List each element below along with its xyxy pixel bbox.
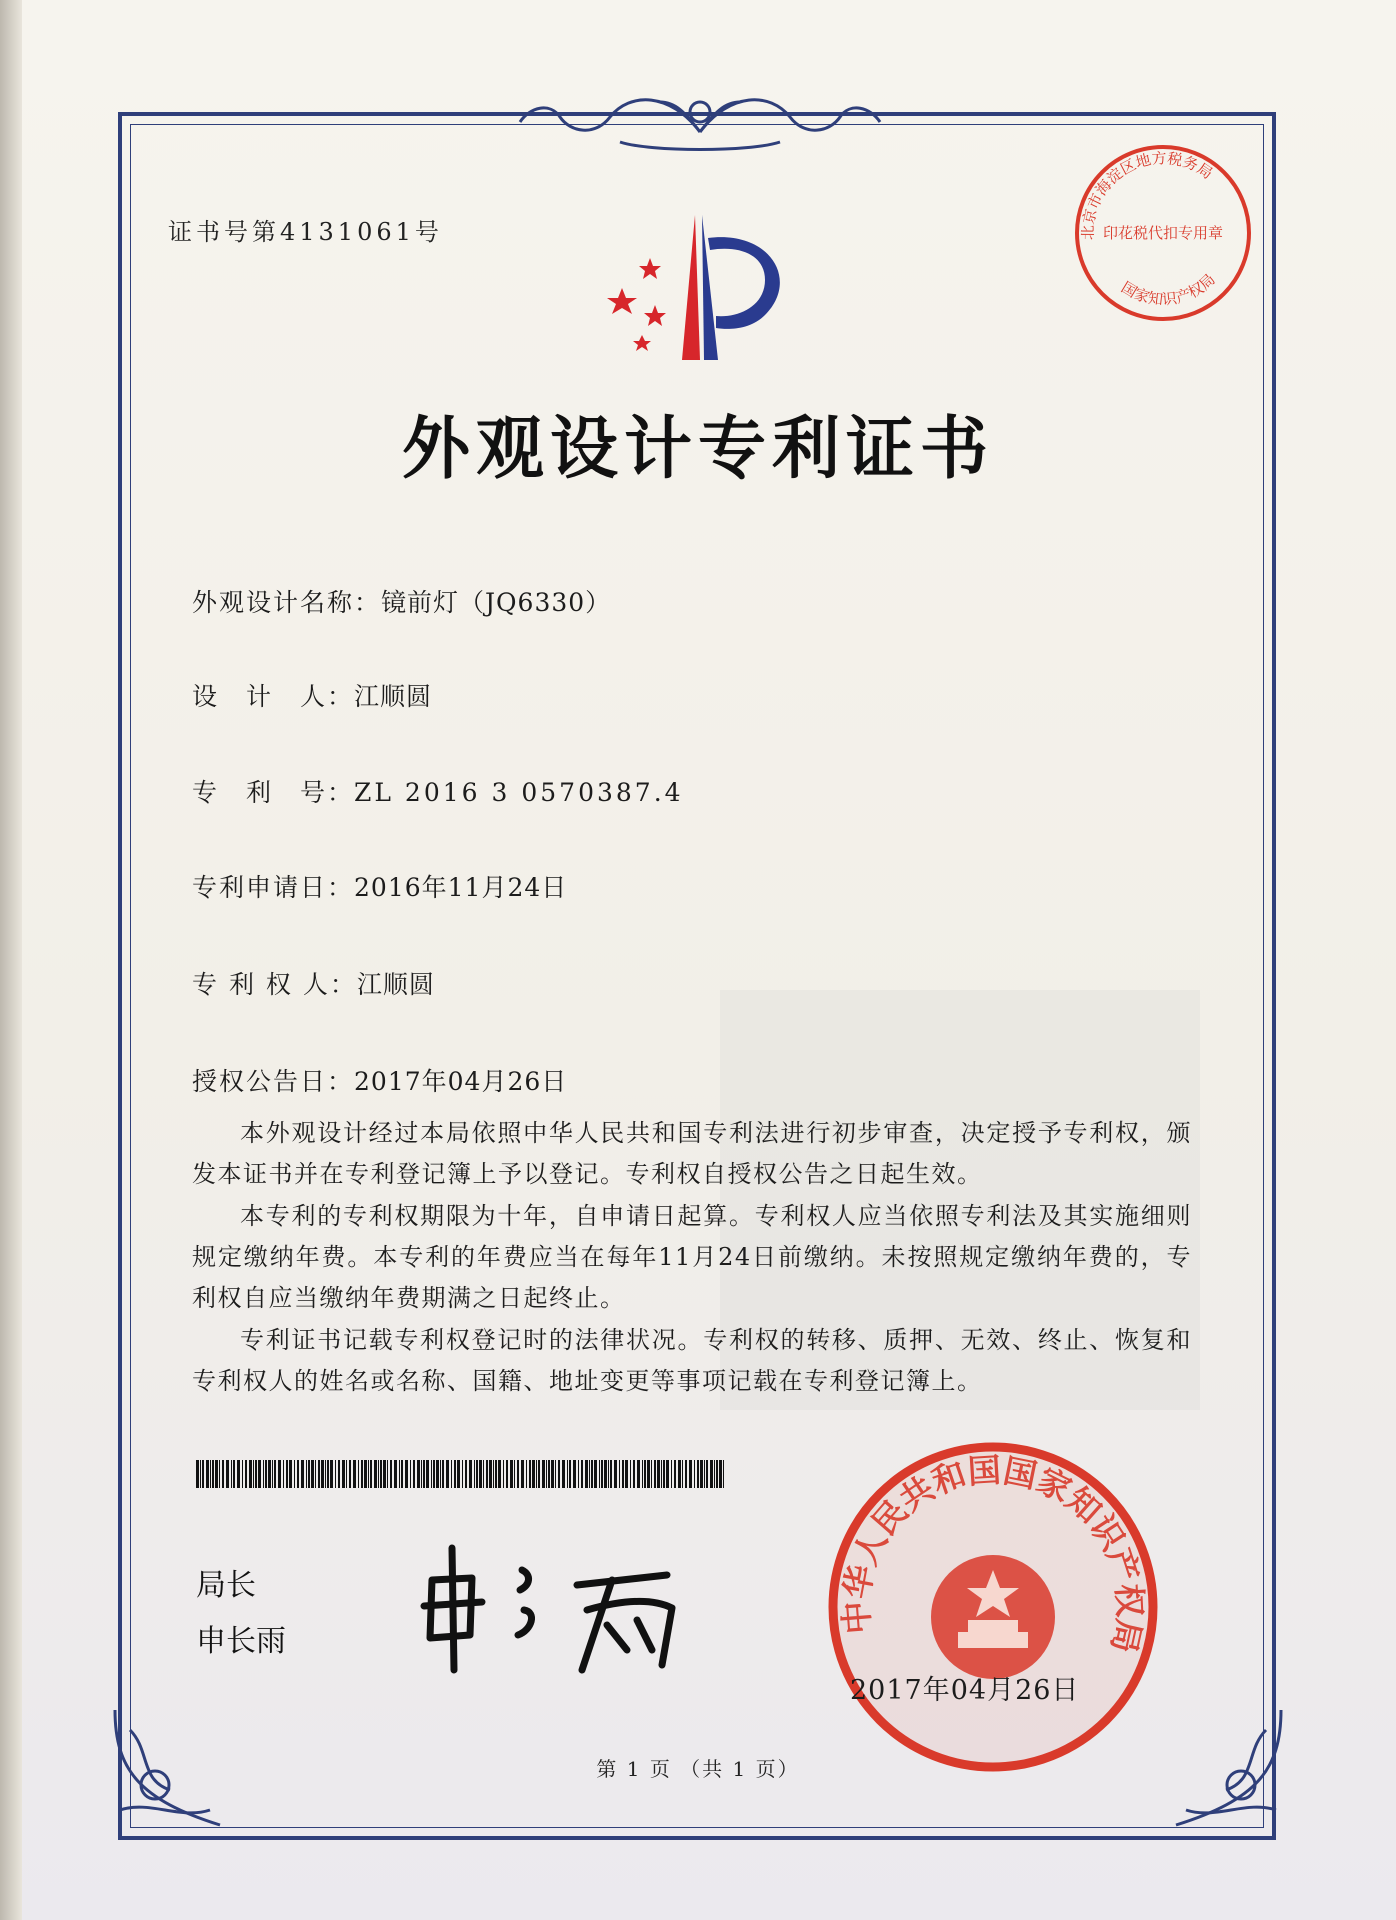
barcode-bar	[380, 1460, 382, 1488]
barcode-bar	[210, 1460, 211, 1488]
issue-date: 2017年04月26日	[850, 1675, 1080, 1706]
barcode-bar	[625, 1460, 628, 1488]
barcode-bar	[622, 1460, 624, 1488]
barcode-bar	[446, 1460, 449, 1488]
barcode-bar	[661, 1460, 662, 1488]
barcode-bar	[694, 1460, 695, 1488]
barcode-bar	[301, 1460, 304, 1488]
barcode-bar	[469, 1460, 472, 1488]
barcode-bar	[578, 1460, 579, 1488]
barcode-bar	[498, 1460, 501, 1488]
barcode-bar	[651, 1460, 652, 1488]
barcode-bar	[538, 1460, 540, 1488]
barcode-bar	[654, 1460, 656, 1488]
barcode-bar	[569, 1460, 571, 1488]
barcode-bar	[506, 1460, 508, 1488]
barcode-bar	[503, 1460, 504, 1488]
barcode-bar	[278, 1460, 281, 1488]
barcode-bar	[604, 1460, 607, 1488]
tax-bureau-stamp	[1070, 140, 1256, 326]
barcode-bar	[330, 1460, 333, 1488]
barcode-bar	[370, 1460, 372, 1488]
barcode-bar	[442, 1460, 444, 1488]
barcode-bar	[476, 1460, 478, 1488]
barcode-bar	[723, 1460, 724, 1488]
barcode-bar	[457, 1460, 460, 1488]
barcode-bar	[719, 1460, 722, 1488]
barcode-bar	[610, 1460, 612, 1488]
barcode-bar	[286, 1460, 288, 1488]
barcode-bar	[710, 1460, 713, 1488]
barcode-bar	[483, 1460, 484, 1488]
field-label: 设 计 人：	[192, 682, 355, 711]
body-paragraph: 本专利的专利权期限为十年，自申请日起算。专利权人应当依照专利法及其实施细则规定缴纳年费。本专利的年费应当在每年11月24日前缴纳。未按照规定缴纳年费的，专利权自应当缴纳年费期满之日起终止。	[192, 1202, 1192, 1312]
barcode-bar	[706, 1460, 708, 1488]
svg-text:印花税代扣专用章: 印花税代扣专用章	[1102, 224, 1224, 242]
field-patentee	[192, 965, 435, 1001]
barcode-bar	[399, 1460, 400, 1488]
barcode-bar	[585, 1460, 588, 1488]
barcode-bar	[542, 1460, 545, 1488]
certificate-title: 外观设计专利证书	[401, 409, 994, 489]
barcode-bar	[581, 1460, 583, 1488]
barcode-bar	[589, 1460, 590, 1488]
svg-text:中华人民共和国国家知识产权局: 中华人民共和国国家知识产权局	[836, 1450, 1150, 1657]
barcode-bar	[378, 1460, 379, 1488]
barcode-bar	[663, 1460, 665, 1488]
barcode-bar	[202, 1460, 204, 1488]
page-number: 第 1 页 （共 1 页）	[596, 1757, 800, 1781]
barcode-bar	[517, 1460, 519, 1488]
barcode-bar	[689, 1460, 692, 1488]
signature-icon	[412, 1540, 712, 1680]
certificate-number: 证书号第4131061号	[168, 218, 443, 246]
barcode-bar	[637, 1460, 640, 1488]
barcode-bar	[242, 1460, 243, 1488]
barcode-bar	[283, 1460, 284, 1488]
barcode-bar	[231, 1460, 232, 1488]
barcode-bar	[599, 1460, 600, 1488]
barcode-bar	[421, 1460, 422, 1488]
barcode-bar	[321, 1460, 324, 1488]
barcode-bar	[495, 1460, 497, 1488]
barcode-bar	[666, 1460, 669, 1488]
barcode-bar	[297, 1460, 299, 1488]
barcode-bar	[454, 1460, 456, 1488]
barcode-bar	[521, 1460, 524, 1488]
barcode-bar	[315, 1460, 316, 1488]
barcode-bar	[431, 1460, 432, 1488]
barcode-bar	[263, 1460, 264, 1488]
barcode-bar	[346, 1460, 347, 1488]
barcode-bar	[401, 1460, 403, 1488]
field-application-date	[192, 868, 567, 904]
barcode-bar	[233, 1460, 235, 1488]
barcode-bar	[489, 1460, 492, 1488]
barcode-bar	[258, 1460, 261, 1488]
barcode-bar	[327, 1460, 329, 1488]
barcode-bar	[255, 1460, 257, 1488]
barcode-bar	[338, 1460, 340, 1488]
barcode-bar	[410, 1460, 411, 1488]
barcode-bar	[536, 1460, 537, 1488]
barcode-bar	[685, 1460, 687, 1488]
field-value: ZL 2016 3 0570387.4	[354, 778, 684, 807]
body-paragraph: 专利证书记载专利权登记时的法律状况。专利权的转移、质押、无效、终止、恢复和专利权人的姓名或名称、国籍、地址变更等事项记载在专利登记簿上。	[192, 1326, 1192, 1395]
field-patent-number	[192, 773, 684, 809]
director-title: 局长	[196, 1568, 256, 1603]
national-ip-office-seal	[828, 1442, 1158, 1772]
scan-edge	[0, 0, 22, 1920]
barcode-bar	[591, 1460, 593, 1488]
barcode-bar	[510, 1460, 513, 1488]
field-label: 外观设计名称：	[192, 588, 382, 617]
top-ornament-icon	[500, 72, 900, 162]
barcode-bar	[253, 1460, 254, 1488]
barcode-bar	[237, 1460, 240, 1488]
barcode-bar	[265, 1460, 267, 1488]
barcode-bar	[526, 1460, 527, 1488]
barcode-bar	[383, 1460, 386, 1488]
barcode-bar	[364, 1460, 367, 1488]
patent-office-emblem-icon	[600, 210, 800, 365]
barcode-bar	[697, 1460, 699, 1488]
barcode-bar	[249, 1460, 252, 1488]
barcode-bar	[486, 1460, 488, 1488]
barcode-bar	[390, 1460, 392, 1488]
barcode-bar	[555, 1460, 556, 1488]
barcode-bar	[200, 1460, 201, 1488]
field-label: 专 利 权 人：	[192, 970, 357, 999]
barcode-bar	[678, 1460, 681, 1488]
barcode-bar	[436, 1460, 439, 1488]
field-value: 江顺圆	[354, 682, 433, 711]
barcode-bar	[433, 1460, 435, 1488]
barcode-bar	[308, 1460, 310, 1488]
national-emblem-icon	[931, 1555, 1055, 1679]
field-label: 专 利 号：	[192, 778, 355, 807]
barcode-bar	[532, 1460, 535, 1488]
barcode-bar	[551, 1460, 554, 1488]
barcode-bar	[714, 1460, 715, 1488]
svg-text:国家知识产权局: 国家知识产权局	[1118, 270, 1219, 309]
director-name: 申长雨	[196, 1624, 286, 1659]
barcode-bar	[423, 1460, 425, 1488]
barcode-bar	[294, 1460, 295, 1488]
field-value: 江顺圆	[356, 970, 435, 999]
barcode-bar	[215, 1460, 218, 1488]
field-design-name	[192, 583, 611, 619]
barcode-bar	[274, 1460, 276, 1488]
barcode-bar	[374, 1460, 377, 1488]
barcode-bar	[426, 1460, 429, 1488]
field-value: 镜前灯（JQ6330）	[381, 588, 612, 617]
barcode-bar	[608, 1460, 609, 1488]
barcode-bar	[306, 1460, 307, 1488]
barcode-bar	[514, 1460, 515, 1488]
barcode-bar	[196, 1460, 199, 1488]
barcode-bar	[268, 1460, 271, 1488]
barcode-bar	[465, 1460, 467, 1488]
barcode-bar	[358, 1460, 359, 1488]
barcode-bar	[417, 1460, 420, 1488]
barcode-bar	[546, 1460, 547, 1488]
barcode-bar	[222, 1460, 224, 1488]
barcode-bar	[619, 1460, 620, 1488]
field-value: 2017年04月26日	[354, 1067, 568, 1096]
barcode-bar	[716, 1460, 718, 1488]
barcode-bar	[704, 1460, 705, 1488]
barcode-bar	[644, 1460, 646, 1488]
barcode-bar	[642, 1460, 643, 1488]
barcode-bar	[226, 1460, 229, 1488]
body-paragraph: 本外观设计经过本局依照中华人民共和国专利法进行初步审查，决定授予专利权，颁发本证书并在专利登记簿上予以登记。专利权自授权公告之日起生效。	[192, 1119, 1192, 1188]
barcode-bar	[245, 1460, 247, 1488]
barcode-bar	[462, 1460, 463, 1488]
barcode-bar	[335, 1460, 336, 1488]
barcode-bar	[493, 1460, 494, 1488]
barcode-bar	[318, 1460, 320, 1488]
barcode-bar	[674, 1460, 676, 1488]
barcode-bar	[440, 1460, 441, 1488]
field-grant-date	[192, 1062, 567, 1098]
barcode-bar	[671, 1460, 672, 1488]
barcode-bar	[342, 1460, 345, 1488]
barcode-bar	[573, 1460, 576, 1488]
barcode-bar	[353, 1460, 356, 1488]
barcode-bar	[206, 1460, 209, 1488]
field-label: 专利申请日：	[192, 873, 355, 902]
barcode-bar	[647, 1460, 650, 1488]
barcode-bar	[558, 1460, 560, 1488]
barcode-bar	[594, 1460, 597, 1488]
barcode-bar	[219, 1460, 220, 1488]
barcode-bar	[394, 1460, 397, 1488]
barcode-bar	[311, 1460, 314, 1488]
barcode-bar	[387, 1460, 388, 1488]
barcode-bar	[361, 1460, 363, 1488]
barcode-bar	[451, 1460, 452, 1488]
field-designer	[192, 677, 432, 713]
svg-text:北京市海淀区地方税务局: 北京市海淀区地方税务局	[1078, 149, 1217, 241]
barcode-bar	[548, 1460, 550, 1488]
barcode-icon	[196, 1460, 724, 1488]
field-value: 2016年11月24日	[354, 873, 568, 902]
barcode-bar	[682, 1460, 683, 1488]
barcode-bar	[657, 1460, 660, 1488]
barcode-bar	[479, 1460, 482, 1488]
certificate-body	[192, 1113, 1192, 1403]
barcode-bar	[349, 1460, 351, 1488]
barcode-bar	[272, 1460, 273, 1488]
barcode-bar	[212, 1460, 214, 1488]
barcode-bar	[405, 1460, 408, 1488]
barcode-bar	[474, 1460, 475, 1488]
barcode-bar	[368, 1460, 369, 1488]
field-label: 授权公告日：	[192, 1067, 355, 1096]
barcode-bar	[413, 1460, 415, 1488]
barcode-bar	[325, 1460, 326, 1488]
barcode-bar	[700, 1460, 703, 1488]
barcode-bar	[567, 1460, 568, 1488]
barcode-bar	[289, 1460, 292, 1488]
barcode-bar	[529, 1460, 531, 1488]
barcode-bar	[614, 1460, 617, 1488]
barcode-bar	[633, 1460, 635, 1488]
barcode-bar	[630, 1460, 631, 1488]
barcode-bar	[601, 1460, 603, 1488]
barcode-bar	[562, 1460, 565, 1488]
